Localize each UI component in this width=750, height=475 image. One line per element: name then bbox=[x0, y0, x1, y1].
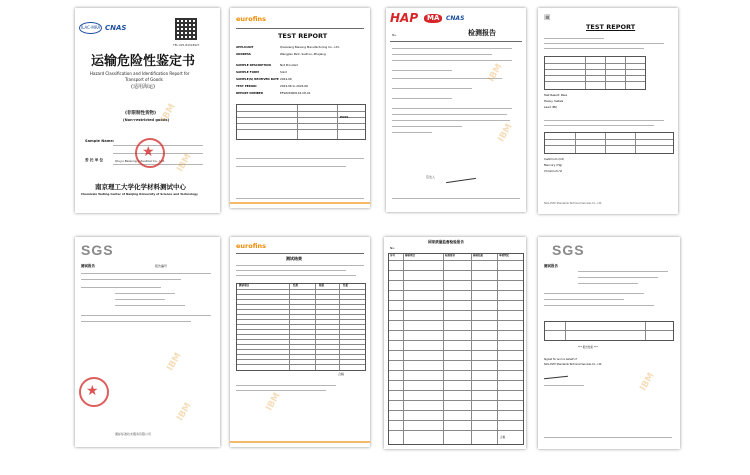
result-value: PASS bbox=[340, 115, 349, 119]
results-table bbox=[236, 104, 366, 140]
field-label: SAMPLE(S) RECEIVED DATE bbox=[236, 77, 279, 81]
text-line bbox=[578, 277, 658, 278]
hap-logo: HAP bbox=[390, 11, 419, 25]
text-line bbox=[392, 88, 472, 89]
text-line bbox=[236, 198, 364, 199]
report-end-marker: *** 报告结束 *** bbox=[578, 346, 598, 349]
text-line bbox=[236, 390, 326, 391]
sgs-chinese-report-document[interactable] bbox=[75, 237, 220, 447]
report-title: TEST REPORT bbox=[586, 23, 636, 31]
text-line bbox=[544, 120, 664, 121]
footer-bar bbox=[230, 441, 370, 443]
client-field-label: 委 托 单 位 bbox=[85, 158, 104, 162]
footer-org: SGS-CSTC Standards Technical Services Co., Ltd. bbox=[544, 202, 603, 205]
text-line bbox=[392, 48, 512, 49]
field-value: Wangjiao Park, Suzhou, Zhejiang bbox=[280, 52, 326, 56]
footer-line bbox=[544, 437, 672, 438]
text-line bbox=[81, 315, 211, 316]
signature-label: 签发人 bbox=[426, 175, 436, 179]
field-value: Not Provided bbox=[280, 63, 298, 67]
qr-caption: TEL:025-84318927 bbox=[173, 43, 200, 47]
goods-category: (非限制性货物) bbox=[125, 111, 157, 116]
text-line bbox=[236, 275, 356, 276]
signature-line-1: Signed for and on behalf of bbox=[544, 358, 577, 361]
text-line bbox=[115, 299, 165, 300]
table-header-cell: 检验结果 bbox=[473, 254, 484, 257]
text-line bbox=[236, 158, 364, 159]
quality-inspection-report-document[interactable] bbox=[384, 237, 526, 449]
report-title: 测试报告 bbox=[81, 264, 95, 268]
client-field-value: Qiuyu Beisong Industrial Co., Ltd. bbox=[115, 159, 166, 163]
text-line bbox=[544, 38, 604, 39]
report-number-label: No. bbox=[390, 246, 395, 250]
qr-code-icon bbox=[175, 18, 197, 40]
text-line bbox=[392, 114, 507, 115]
text-line bbox=[81, 279, 181, 280]
field-value: Qiaoxiang Beisong Manufacturing Co., Ltd. bbox=[280, 45, 340, 49]
header-rule bbox=[236, 28, 364, 29]
signature-line-2: SGS-CSTC Standards Technical Services Co., Ltd. bbox=[544, 363, 603, 366]
footer-line bbox=[392, 198, 520, 199]
text-line bbox=[544, 43, 664, 44]
transport-mode: (适用海运) bbox=[131, 84, 155, 90]
sgs-logo-small: ▣ bbox=[544, 13, 551, 21]
text-line bbox=[81, 321, 191, 322]
table-header-cell: 序号 bbox=[390, 254, 396, 257]
result-line: Heavy metals bbox=[544, 99, 564, 103]
eurofins-test-report-document[interactable] bbox=[230, 8, 370, 208]
eurofins-logo: eurofins bbox=[236, 242, 267, 250]
text-line bbox=[392, 120, 510, 121]
text-line bbox=[236, 270, 346, 271]
field-label: APPLICANT bbox=[236, 45, 254, 49]
sgs-logo: SGS bbox=[81, 242, 114, 258]
report-number-label: No. bbox=[392, 33, 397, 37]
report-title: 检测报告 bbox=[468, 29, 496, 37]
eurofins-logo: eurofins bbox=[236, 15, 267, 23]
table-header-cell: 单项判定 bbox=[499, 254, 510, 257]
watermark: IBM bbox=[175, 152, 194, 174]
header-rule bbox=[236, 253, 364, 254]
text-line bbox=[392, 108, 512, 109]
result-line: Mercury (Hg) bbox=[544, 163, 563, 167]
seal-star-icon: ★ bbox=[86, 383, 99, 399]
conclusion-value: 合格 bbox=[500, 436, 506, 439]
text-line bbox=[544, 305, 654, 306]
watermark: IBM bbox=[486, 62, 505, 84]
results-table bbox=[544, 56, 646, 90]
eurofins-results-document[interactable] bbox=[230, 237, 370, 447]
text-line bbox=[236, 265, 364, 266]
report-title: TEST REPORT bbox=[278, 32, 328, 40]
table-header-cell: 结果 bbox=[293, 284, 299, 287]
text-line bbox=[115, 293, 175, 294]
issuer-name-en: Chemicals Testing Center of Nanjing University of Science and Technology bbox=[81, 192, 198, 196]
result-line: Chromium VI bbox=[544, 169, 563, 173]
certificate-subtitle-2: Transport of Goods bbox=[125, 77, 163, 82]
cnas-badge: CNAS bbox=[105, 24, 127, 32]
table-header-cell: 检验项目 bbox=[405, 254, 416, 257]
result-line: Lead (Pb) bbox=[544, 105, 558, 109]
text-line bbox=[544, 299, 624, 300]
text-line bbox=[236, 166, 346, 167]
ilac-badge: ILAC-MRA bbox=[79, 22, 102, 34]
watermark: IBM bbox=[165, 351, 184, 373]
results-table-2 bbox=[544, 132, 674, 154]
field-label: ADDRESS bbox=[236, 52, 251, 56]
text-line bbox=[392, 126, 462, 127]
text-line bbox=[392, 70, 452, 71]
table-header-cell: 限值 bbox=[319, 284, 325, 287]
text-line bbox=[392, 60, 512, 61]
watermark: IBM bbox=[264, 391, 283, 413]
result-line: Cadmium (Cd) bbox=[544, 157, 565, 161]
field-label: TEST PERIOD bbox=[236, 84, 257, 88]
text-line bbox=[81, 273, 211, 274]
text-line bbox=[236, 385, 336, 386]
text-line bbox=[392, 132, 432, 133]
report-number-label: 报告编号 bbox=[155, 264, 168, 268]
watermark: IBM bbox=[496, 122, 515, 144]
footer-bar bbox=[230, 202, 370, 204]
report-title: 国家质量监督检验报告 bbox=[428, 240, 464, 244]
field-value: 2024-06 bbox=[280, 77, 292, 81]
sgs-test-report-document[interactable] bbox=[538, 8, 678, 214]
field-value: 2024-06 to 2024-06 bbox=[280, 84, 308, 88]
text-line bbox=[544, 385, 584, 386]
field-label: SAMPLE DESCRIPTION bbox=[236, 63, 271, 67]
certificate-subtitle: Hazard Classification and Identification Report for bbox=[90, 71, 190, 76]
cnas-badge: CNAS bbox=[446, 15, 465, 22]
field-value: EFSZ24060116-CE-01 bbox=[280, 91, 311, 95]
sample-field-label: Sample Name: bbox=[85, 139, 115, 143]
signature-scribble bbox=[544, 376, 568, 380]
goods-category-en: (Non-restricted goods) bbox=[123, 118, 170, 122]
text-line bbox=[544, 293, 644, 294]
text-line bbox=[81, 287, 161, 288]
report-title: 测试结果 bbox=[286, 256, 302, 261]
hap-inspection-report-document[interactable] bbox=[386, 8, 526, 212]
table-header-cell: 结论 bbox=[343, 284, 349, 287]
table-header-cell: 标准要求 bbox=[445, 254, 456, 257]
table-header-cell: 测试项目 bbox=[239, 284, 250, 287]
certificate-title: 运输危险性鉴定书 bbox=[91, 54, 196, 69]
text-line bbox=[544, 125, 654, 126]
text-line bbox=[392, 98, 452, 99]
hazard-certificate-document[interactable] bbox=[75, 8, 220, 213]
ma-badge: MA bbox=[424, 14, 442, 23]
seal-star-icon: ★ bbox=[142, 144, 155, 160]
text-line bbox=[544, 48, 644, 49]
results-table bbox=[544, 321, 674, 341]
report-title: 测试报告 bbox=[544, 264, 558, 268]
text-line bbox=[578, 271, 668, 272]
inspection-table bbox=[388, 253, 524, 445]
watermark: IBM bbox=[159, 102, 178, 124]
sgs-final-report-document[interactable] bbox=[538, 237, 680, 449]
footer-org: 通标标准技术服务有限公司 bbox=[115, 432, 152, 436]
sgs-logo: SGS bbox=[552, 242, 585, 258]
text-line bbox=[115, 305, 185, 306]
field-label: SAMPLE FORM bbox=[236, 70, 259, 74]
signature-scribble bbox=[446, 178, 476, 183]
field-label: REPORT NUMBER bbox=[236, 91, 263, 95]
results-table bbox=[236, 283, 366, 371]
watermark: IBM bbox=[638, 371, 657, 393]
conclusion-value: 合格 bbox=[338, 372, 345, 376]
header-rule bbox=[390, 41, 522, 42]
watermark: IBM bbox=[175, 401, 194, 423]
text-line bbox=[578, 283, 638, 284]
issuer-name: 南京理工大学化学材料测试中心 bbox=[95, 183, 186, 191]
field-value: Solid bbox=[280, 70, 287, 74]
result-line: Test Result: Pass bbox=[544, 93, 568, 97]
text-line bbox=[392, 54, 492, 55]
